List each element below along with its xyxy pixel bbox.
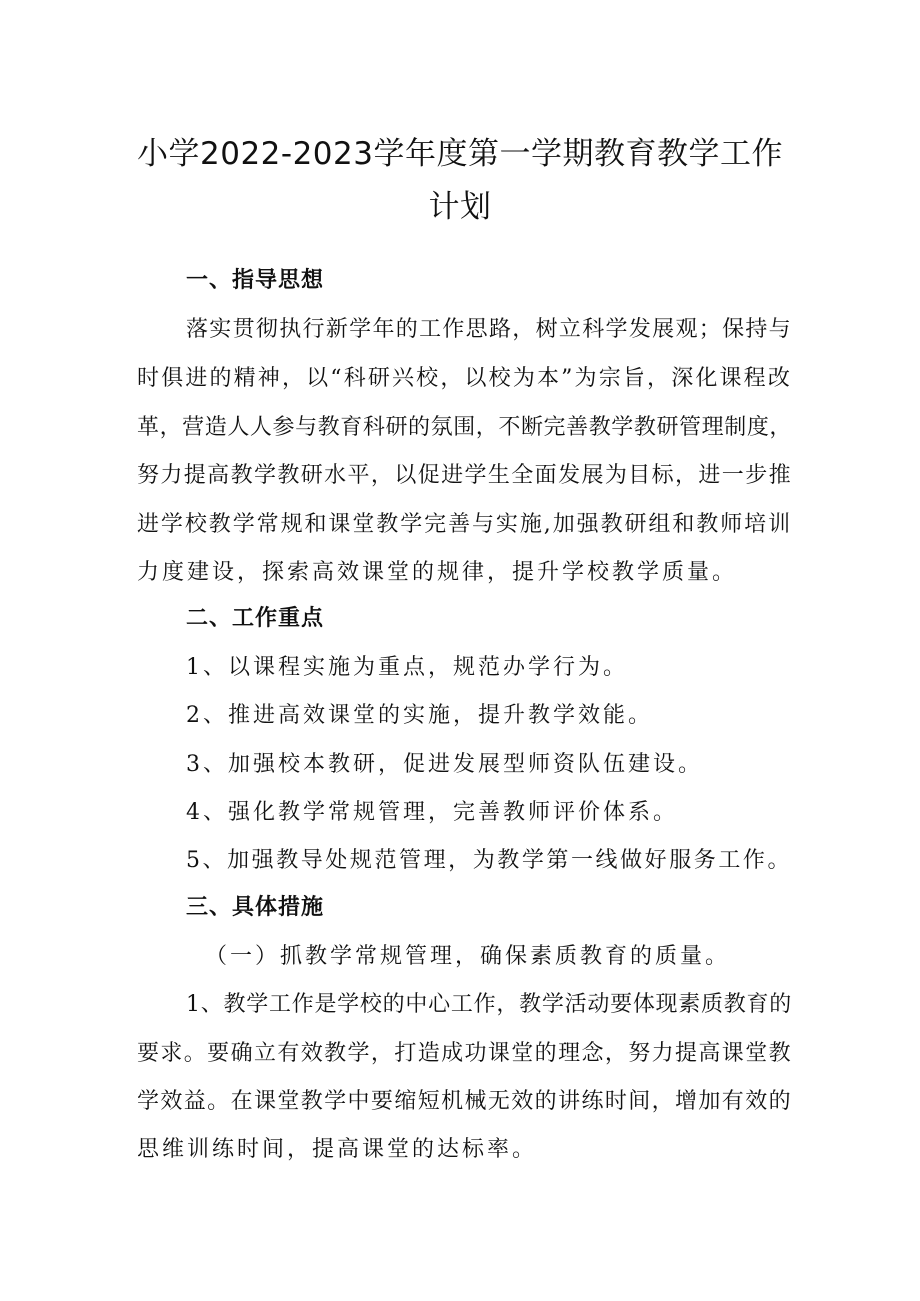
paragraph-line: 学效益。在课堂教学中要缩短机械无效的讲练时间，增加有效的 <box>137 1089 792 1114</box>
document-title-line-1: 小学2022-2023学年度第一学期教育教学工作 <box>137 136 783 172</box>
paragraph-line: 要求。要确立有效教学，打造成功课堂的理念，努力提高课堂教 <box>137 1041 792 1066</box>
list-item: 5、加强教导处规范管理，为教学第一线做好服务工作。 <box>186 848 792 873</box>
section-heading-guiding-ideology: 一、指导思想 <box>186 268 325 293</box>
list-item: 4、强化教学常规管理，完善教师评价体系。 <box>186 800 678 825</box>
paragraph-line: 努力提高教学教研水平，以促进学生全面发展为目标，进一步推 <box>137 463 792 488</box>
document-title-line-2: 计划 <box>428 189 492 225</box>
paragraph-line: 1、教学工作是学校的中心工作，教学活动要体现素质教育的 <box>186 992 792 1017</box>
subsection-heading: （一）抓教学常规管理，确保素质教育的质量。 <box>205 944 731 969</box>
paragraph-line: 革，营造人人参与教育科研的氛围，不断完善教学教研管理制度， <box>137 415 792 440</box>
paragraph-line: 进学校教学常规和课堂教学完善与实施,加强教研组和教师培训 <box>137 512 792 537</box>
list-item: 1、以课程实施为重点，规范办学行为。 <box>186 655 628 680</box>
paragraph-line: 力度建设，探索高效课堂的规律，提升学校教学质量。 <box>137 560 738 585</box>
paragraph-line: 落实贯彻执行新学年的工作思路，树立科学发展观；保持与 <box>186 317 792 342</box>
paragraph-line: 思维训练时间，提高课堂的达标率。 <box>137 1137 538 1162</box>
section-heading-work-focus: 二、工作重点 <box>186 606 325 631</box>
list-item: 3、加强校本教研，促进发展型师资队伍建设。 <box>186 752 703 777</box>
paragraph-line: 时俱进的精神，以“科研兴校，以校为本”为宗旨，深化课程改 <box>137 366 792 391</box>
section-heading-specific-measures: 三、具体措施 <box>186 895 325 920</box>
list-item: 2、推进高效课堂的实施，提升教学效能。 <box>186 703 653 728</box>
